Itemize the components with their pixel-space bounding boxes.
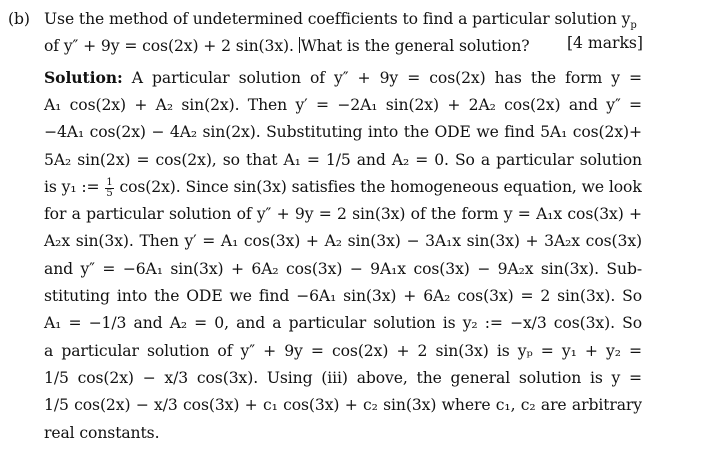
question-subscript-p: p bbox=[630, 20, 637, 32]
fraction-one-fifth bbox=[105, 178, 113, 199]
question-text-2a: of y″ + 9y = cos(2x) + 2 sin(3x). bbox=[44, 37, 294, 55]
solution-text-5b: cos(2x). Since sin(3x) satisfies the homogeneous equation, we look bbox=[119, 178, 642, 196]
marks-label: [4 marks] bbox=[566, 34, 643, 52]
solution-line-7: A₂x sin(3x). Then y′ = A₁ cos(3x) + A₂ sin(3x) − 3A₁x sin(3x) + 3A₂x cos(3x) bbox=[44, 232, 642, 250]
solution-heading: Solution: bbox=[44, 68, 123, 87]
question-text-1: Use the method of undetermined coefficients to find a particular solution y bbox=[44, 10, 631, 28]
question-line-1 bbox=[44, 9, 644, 36]
solution-line-10: A₁ = −1/3 and A₂ = 0, and a particular solution is y₂ := −x/3 cos(3x). So bbox=[44, 314, 642, 332]
question-text-2b: What is the general solution? bbox=[300, 37, 530, 55]
solution-line-8: and y″ = −6A₁ sin(3x) + 6A₂ cos(3x) − 9A₁x cos(3x) − 9A₂x sin(3x). Sub- bbox=[44, 260, 642, 278]
solution-line-2: A₁ cos(2x) + A₂ sin(2x). Then y′ = −2A₁ sin(2x) + 2A₂ cos(2x) and y″ = bbox=[44, 96, 642, 114]
fraction-numerator: 1 bbox=[106, 176, 113, 188]
fraction-denominator: 5 bbox=[106, 187, 113, 199]
solution-text-5a: is y₁ := bbox=[44, 178, 100, 196]
solution-line-13: 1/5 cos(2x) − x/3 cos(3x) + c₁ cos(3x) + c₂ sin(3x) where c₁, c₂ are arbitrary bbox=[44, 396, 642, 414]
solution-text-1: A particular solution of y″ + 9y = cos(2x) has the form y = bbox=[131, 69, 642, 87]
question-label: (b) bbox=[8, 10, 30, 28]
solution-line-5 bbox=[44, 177, 642, 199]
solution-line-12: 1/5 cos(2x) − x/3 cos(3x). Using (iii) above, the general solution is y = bbox=[44, 369, 642, 387]
solution-line-4: 5A₂ sin(2x) = cos(2x), so that A₁ = 1/5 and A₂ = 0. So a particular solution bbox=[44, 151, 642, 169]
solution-line-6: for a particular solution of y″ + 9y = 2 sin(3x) of the form y = A₁x cos(3x) + bbox=[44, 205, 642, 223]
solution-line-1 bbox=[44, 68, 642, 88]
solution-line-14: real constants. bbox=[44, 424, 160, 442]
question-line-2 bbox=[44, 36, 644, 56]
solution-line-9: stituting into the ODE we find −6A₁ sin(3x) + 6A₂ cos(3x) = 2 sin(3x). So bbox=[44, 287, 642, 305]
solution-line-3: −4A₁ cos(2x) − 4A₂ sin(2x). Substituting into the ODE we find 5A₁ cos(2x)+ bbox=[44, 123, 642, 141]
solution-line-11: a particular solution of y″ + 9y = cos(2x) + 2 sin(3x) is yₚ = y₁ + y₂ = bbox=[44, 342, 642, 360]
text-cursor-icon bbox=[299, 37, 300, 53]
